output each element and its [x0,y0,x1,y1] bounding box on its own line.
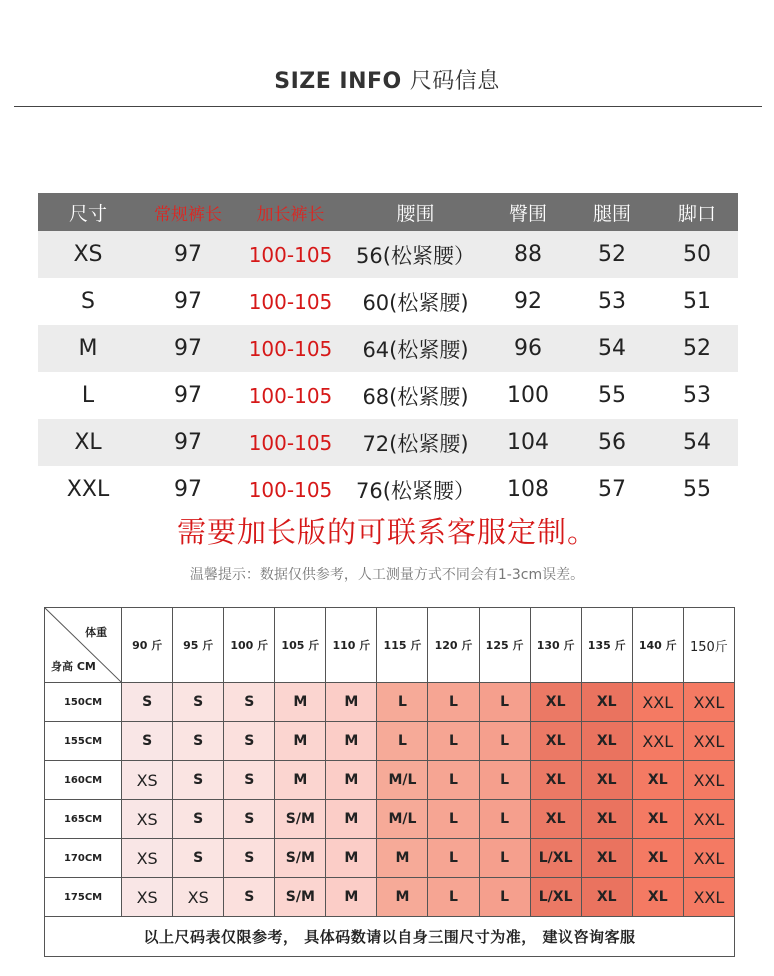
cell-hip: 88 [488,231,568,278]
recommended-size-cell: XL [632,839,683,878]
recommended-size-cell: S/M [275,878,326,917]
height-row [45,839,735,878]
height-row [45,683,735,722]
cell-thigh: 53 [598,289,626,314]
recommended-size-cell: L [428,839,479,878]
height-label: 175CM [45,878,122,917]
recommended-size-cell: XL [632,800,683,839]
height-row [45,761,735,800]
cell-waist: 56(松紧腰） [343,231,488,278]
recommended-size-cell: S/M [275,839,326,878]
recommended-size-cell: S [173,683,224,722]
recommended-size-cell: XL [581,722,632,761]
height-label: 150CM [45,683,122,722]
recommended-size-cell: M [326,878,377,917]
recommended-size-cell: S [224,761,275,800]
height-label: 165CM [45,800,122,839]
recommended-size-cell: XL [581,800,632,839]
recommended-size-cell: XL [530,722,581,761]
recommended-size-cell: L [377,722,428,761]
weight-header: 125 斤 [479,608,530,683]
recommended-size-cell: XL [530,800,581,839]
recommended-size-cell: S [122,683,173,722]
header-hip: 臀围 [488,193,568,231]
corner-weight-label: 体重 [85,626,108,639]
cell-waist: 76(松紧腰） [356,478,475,503]
header-size: 尺寸 [38,193,138,231]
cell-extended-length: 100-105 [248,383,333,408]
cell-thigh: 54 [568,325,656,372]
header-thigh: 腿围 [568,193,656,231]
size-row [38,466,738,513]
recommended-size-cell: M [377,878,428,917]
recommended-size-cell: M [326,761,377,800]
recommended-size-cell: M [377,839,428,878]
header-waist: 腰围 [343,193,488,231]
recommended-size-cell: L [479,800,530,839]
weight-header: 105 斤 [275,608,326,683]
recommended-size-cell: XL [581,683,632,722]
cell-thigh: 56 [568,419,656,466]
title-en: SIZE INFO [274,69,402,94]
size-table-header [38,193,738,231]
recommended-size-cell: XS [173,878,224,917]
cell-hem: 51 [683,289,711,314]
recommended-size-cell: S [173,800,224,839]
cell-thigh: 57 [598,477,626,502]
cell-hip: 104 [488,419,568,466]
recommended-size-cell: XL [530,683,581,722]
recommended-size-cell: M [326,839,377,878]
cell-regular-length: 97 [138,419,238,466]
recommended-size-cell: XL [581,761,632,800]
height-row [45,722,735,761]
measurement-tip: 温馨提示：数据仅供参考，人工测量方式不同会有1-3cm误差。 [189,567,585,583]
cell-hem: 54 [656,419,738,466]
cell-hip: 108 [507,477,549,502]
cell-regular-length: 97 [138,231,238,278]
recommended-size-cell: L [428,800,479,839]
weight-header: 135 斤 [581,608,632,683]
recommended-size-cell: M/L [377,800,428,839]
cell-extended-length: 100-105 [238,325,343,372]
cell-waist: 64(松紧腰) [343,325,488,372]
size-row [38,372,738,419]
size-row [38,419,738,466]
cell-size: XL [38,419,138,466]
cell-extended-length: 100-105 [248,477,333,502]
recommended-size-cell: L [428,761,479,800]
recommended-size-cell: L [428,683,479,722]
recommended-size-cell: XS [122,800,173,839]
recommended-size-cell: XXL [683,800,734,839]
recommended-size-cell: S [122,722,173,761]
recommended-size-cell: S [224,683,275,722]
recommended-size-cell: S [173,839,224,878]
size-row [38,231,738,278]
height-weight-chart [44,607,735,957]
recommended-size-cell: M [326,722,377,761]
recommended-size-cell: L [479,683,530,722]
height-label: 160CM [45,761,122,800]
height-label: 170CM [45,839,122,878]
recommended-size-cell: L/XL [530,878,581,917]
weight-header: 120 斤 [428,608,479,683]
recommended-size-cell: XL [632,878,683,917]
weight-header: 115 斤 [377,608,428,683]
cell-hem: 52 [656,325,738,372]
recommended-size-cell: XXL [683,839,734,878]
cell-size: L [81,383,95,408]
recommended-size-cell: XXL [632,722,683,761]
size-row [38,278,738,325]
recommended-size-cell: XL [581,839,632,878]
weight-header: 95 斤 [173,608,224,683]
cell-size: M [38,325,138,372]
header-hem: 脚口 [656,193,738,231]
cell-thigh: 55 [598,383,626,408]
recommended-size-cell: M [275,683,326,722]
recommended-size-cell: M [326,683,377,722]
page-title [0,64,774,95]
recommended-size-cell: XL [530,761,581,800]
cell-hip: 92 [514,289,542,314]
cell-regular-length: 97 [138,325,238,372]
recommended-size-cell: XL [632,761,683,800]
recommended-size-cell: M/L [377,761,428,800]
cell-waist: 60(松紧腰) [362,290,469,315]
recommended-size-cell: S [224,722,275,761]
recommended-size-cell: S [173,722,224,761]
cell-hip: 96 [488,325,568,372]
cell-extended-length: 100-105 [248,289,333,314]
cell-hip: 100 [507,383,549,408]
cell-hem: 50 [656,231,738,278]
cell-waist: 72(松紧腰) [343,419,488,466]
cell-waist: 68(松紧腰) [362,384,469,409]
weight-header-row [45,608,735,683]
cell-size: S [81,289,95,314]
recommended-size-cell: M [275,722,326,761]
cell-hem: 55 [683,477,711,502]
weight-header: 90 斤 [122,608,173,683]
recommended-size-cell: M [275,761,326,800]
cell-thigh: 52 [568,231,656,278]
recommended-size-cell: XXL [683,878,734,917]
cell-hem: 53 [683,383,711,408]
recommended-size-cell: L [479,761,530,800]
recommended-size-cell: S [224,878,275,917]
weight-header: 110 斤 [326,608,377,683]
recommended-size-cell: XXL [683,722,734,761]
chart-corner [45,608,122,683]
recommended-size-cell: XS [122,878,173,917]
recommended-size-cell: L [479,722,530,761]
recommended-size-cell: S [224,800,275,839]
cell-extended-length: 100-105 [238,419,343,466]
recommended-size-cell: L [479,878,530,917]
recommended-size-cell: M [326,800,377,839]
weight-header: 150斤 [683,608,734,683]
cell-extended-length: 100-105 [238,231,343,278]
header-regular-length: 常规裤长 [138,193,238,231]
weight-header: 130 斤 [530,608,581,683]
recommended-size-cell: L [428,878,479,917]
custom-length-note: 需要加长版的可联系客服定制。 [176,515,597,549]
recommended-size-cell: L [479,839,530,878]
height-row [45,800,735,839]
size-table [38,193,738,513]
cell-size: XXL [66,477,110,502]
recommended-size-cell: XS [122,761,173,800]
cell-regular-length: 97 [174,289,202,314]
height-row [45,878,735,917]
recommended-size-cell: XXL [683,683,734,722]
cell-regular-length: 97 [174,477,202,502]
cell-regular-length: 97 [174,383,202,408]
recommended-size-cell: S [224,839,275,878]
height-label: 155CM [45,722,122,761]
recommended-size-cell: S/M [275,800,326,839]
header-extended-length: 加长裤长 [238,193,343,231]
recommended-size-cell: S [173,761,224,800]
weight-header: 140 斤 [632,608,683,683]
title-divider [14,106,762,107]
size-row [38,325,738,372]
cell-size: XS [38,231,138,278]
recommended-size-cell: XXL [683,761,734,800]
title-cn: 尺码信息 [409,69,500,94]
recommended-size-cell: L [428,722,479,761]
chart-footer-note: 以上尺码表仅限参考， 具体码数请以自身三围尺寸为准， 建议咨询客服 [45,917,735,957]
recommended-size-cell: XL [581,878,632,917]
corner-height-label: 身高 CM [51,660,96,673]
recommended-size-cell: L/XL [530,839,581,878]
recommended-size-cell: L [377,683,428,722]
recommended-size-cell: XS [122,839,173,878]
recommended-size-cell: XXL [632,683,683,722]
weight-header: 100 斤 [224,608,275,683]
